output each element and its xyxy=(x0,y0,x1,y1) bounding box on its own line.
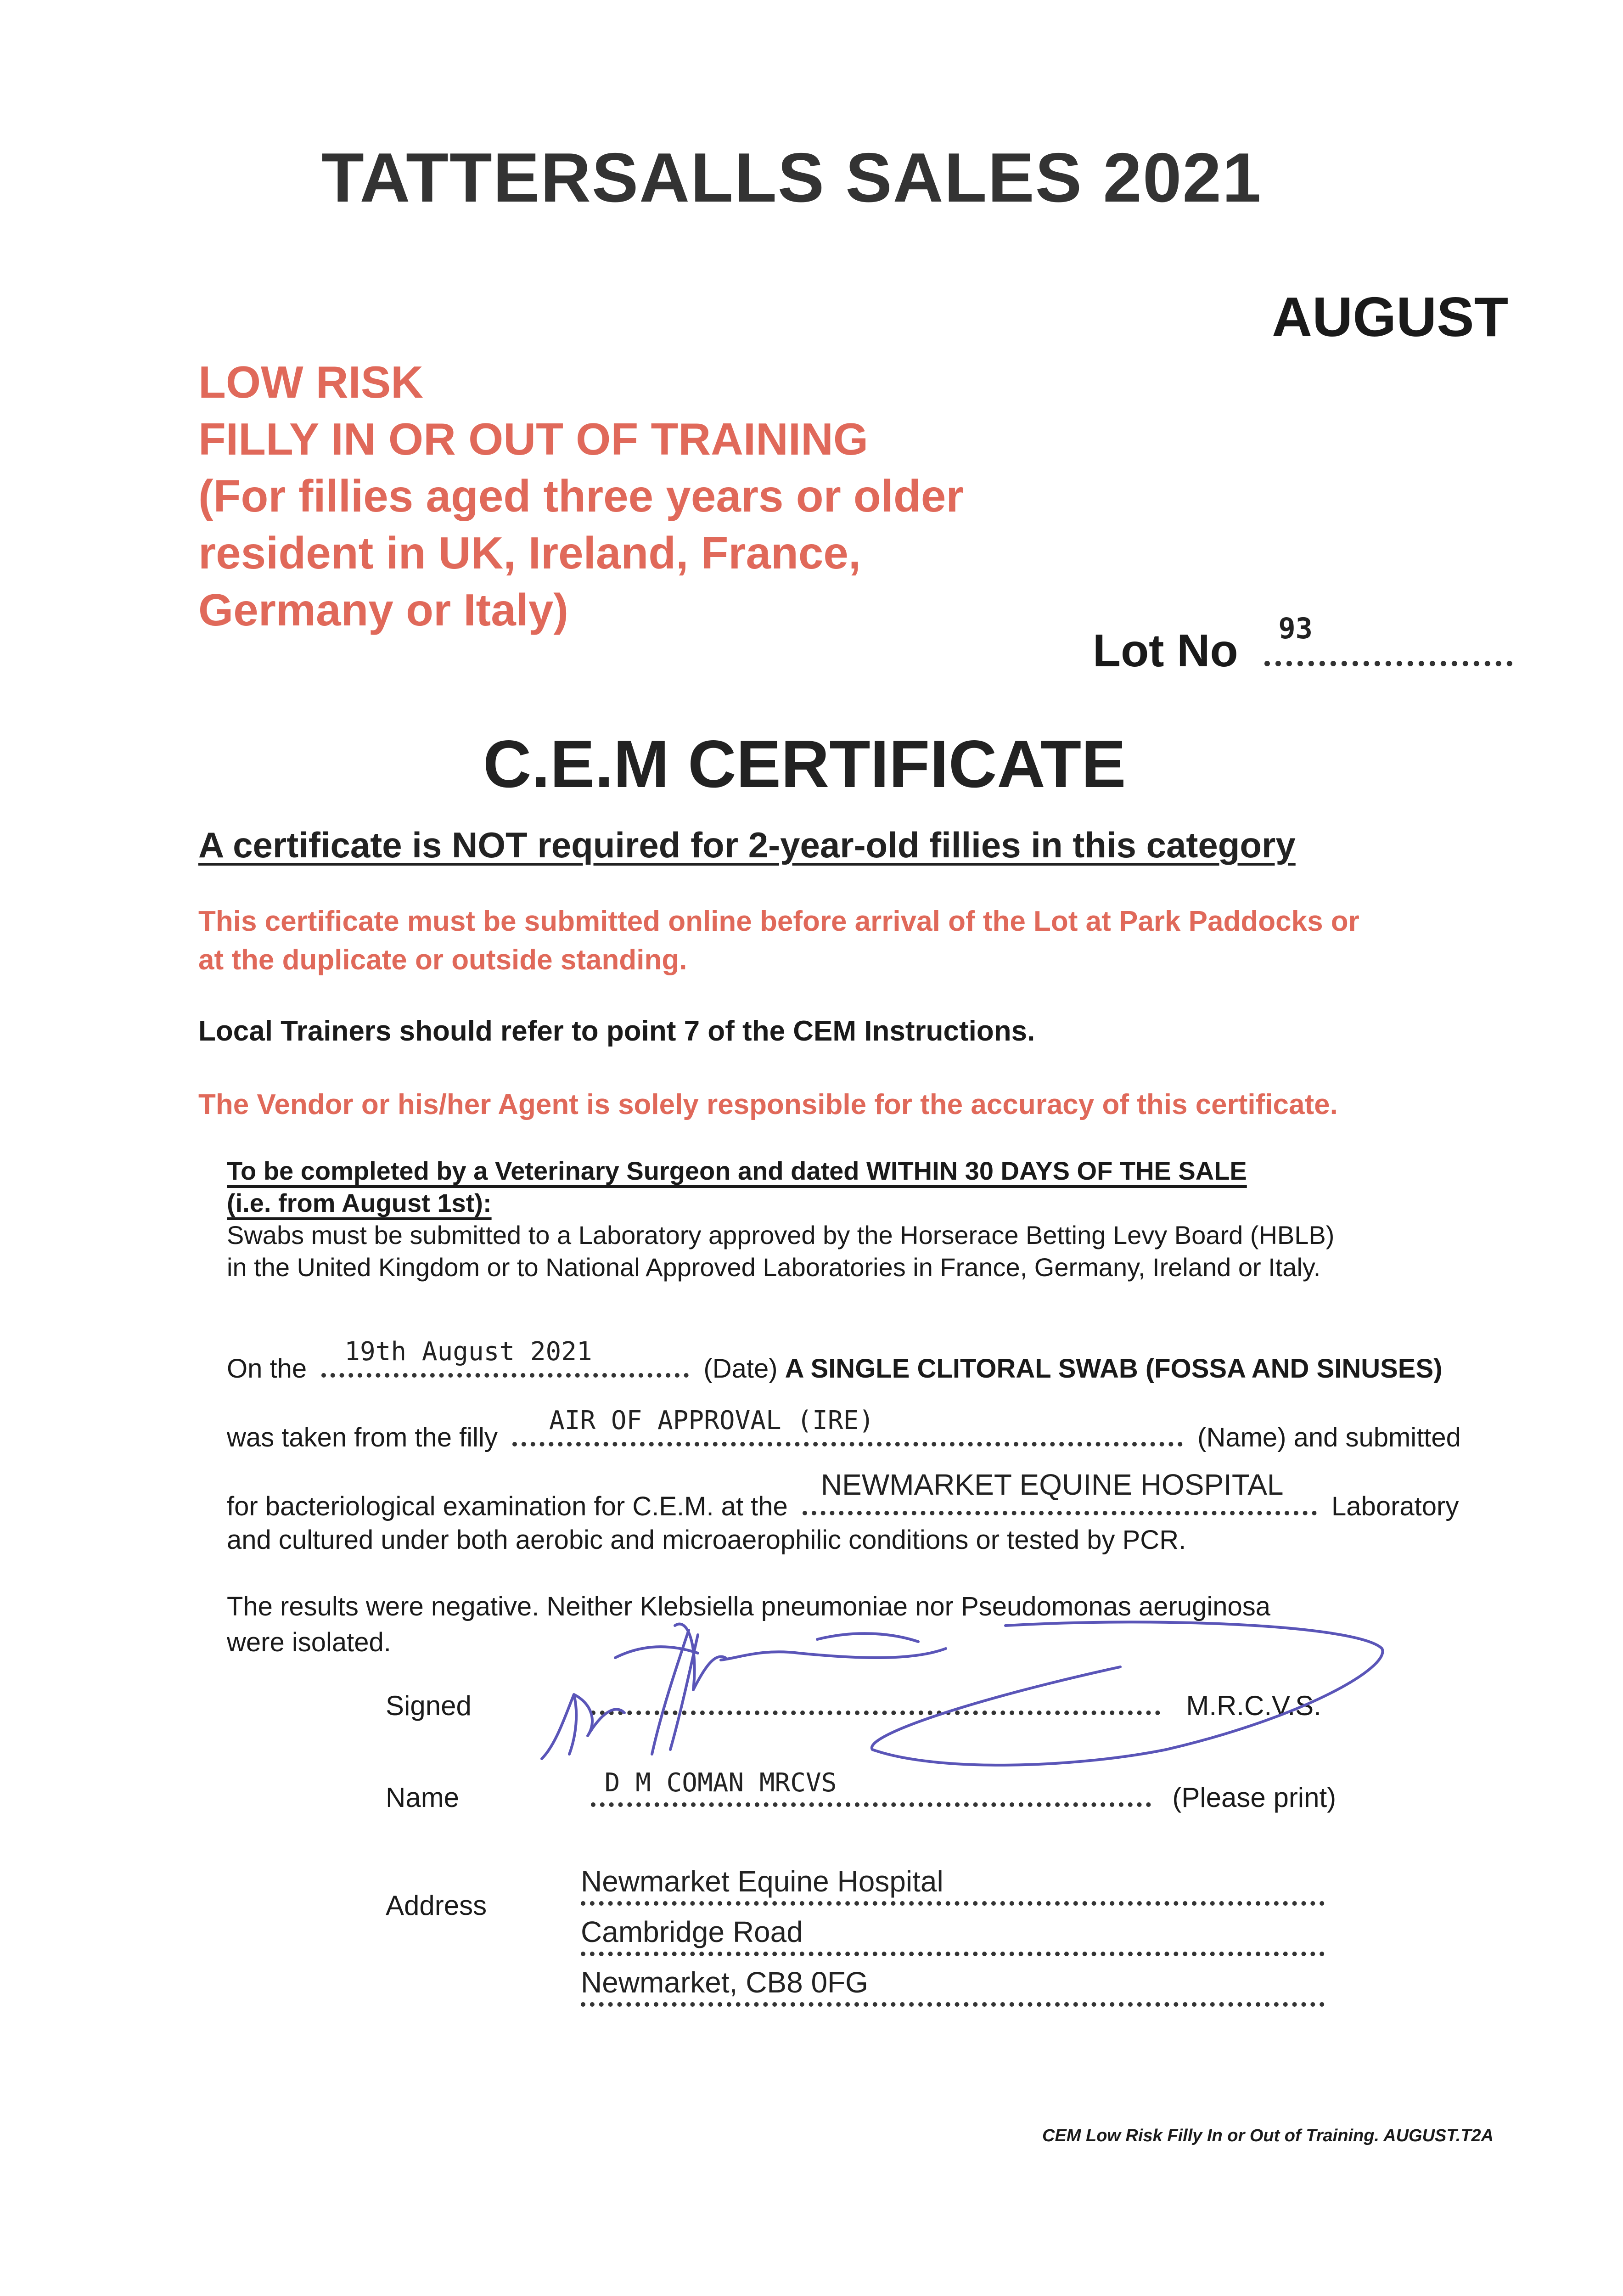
category-block xyxy=(198,354,964,638)
printed-name-field xyxy=(591,1768,1151,1807)
address-block xyxy=(581,1865,1325,2007)
date-field xyxy=(321,1337,689,1378)
laboratory-value: NEWMARKET EQUINE HOSPITAL xyxy=(820,1468,1284,1501)
date-suffix: (Date) xyxy=(703,1354,778,1384)
filly-name-field xyxy=(512,1406,1183,1446)
printed-name-row xyxy=(386,1768,1337,1813)
submission-note-line: at the duplicate or outside standing. xyxy=(198,944,687,976)
exam-label: for bacteriological examination for C.E.M. at the xyxy=(227,1491,788,1521)
swab-type: A SINGLE CLITORAL SWAB (FOSSA AND SINUSES) xyxy=(785,1354,1443,1384)
results-line: were isolated. xyxy=(227,1627,391,1657)
vet-heading-dates: (i.e. from August 1st): xyxy=(227,1188,492,1217)
swab-instructions: Swabs must be submitted to a Laboratory approved by the Horserace Betting Levy Board (HBLB) xyxy=(227,1221,1335,1249)
name-suffix: (Name) and submitted xyxy=(1197,1423,1461,1452)
form-reference: CEM Low Risk Filly In or Out of Training. AUGUST.T2A xyxy=(1042,2126,1494,2145)
submission-note-line: This certificate must be submitted online before arrival of the Lot at Park Paddocks or xyxy=(198,906,1359,937)
sale-month: AUGUST xyxy=(1272,286,1509,348)
on-the-label: On the xyxy=(227,1354,307,1384)
results-line: The results were negative. Neither Klebsiella pneumoniae nor Pseudomonas aeruginosa xyxy=(227,1592,1271,1621)
taken-from-label: was taken from the filly xyxy=(227,1423,498,1452)
swab-instructions: in the United Kingdom or to National Approved Laboratories in France, Germany, Ireland or Italy. xyxy=(227,1253,1321,1282)
signed-label: Signed xyxy=(386,1690,472,1721)
address-label: Address xyxy=(386,1890,487,1921)
category-line: resident in UK, Ireland, France, xyxy=(198,528,861,578)
signature-scribble xyxy=(523,1598,1396,1773)
laboratory-field xyxy=(803,1468,1317,1515)
vet-section xyxy=(227,1155,1512,1283)
printed-name-value: D M COMAN MRCVS xyxy=(604,1768,837,1798)
submission-note xyxy=(198,902,1359,979)
lot-number-label: Lot No xyxy=(1093,625,1238,676)
filly-name-value: AIR OF APPROVAL (IRE) xyxy=(549,1406,875,1435)
category-line: (For fillies aged three years or older xyxy=(198,471,964,521)
date-value: 19th August 2021 xyxy=(344,1337,592,1367)
date-row xyxy=(227,1337,1443,1384)
laboratory-row xyxy=(227,1468,1459,1522)
address-line-text: Newmarket Equine Hospital xyxy=(581,1865,943,1898)
culture-text: and cultured under both aerobic and microaerophilic conditions or tested by PCR. xyxy=(227,1525,1186,1555)
name-label: Name xyxy=(386,1782,460,1813)
responsibility-note: The Vendor or his/her Agent is solely responsible for the accuracy of this certificate. xyxy=(198,1089,1338,1120)
lot-number-value: 93 xyxy=(1278,612,1313,645)
document-title: TATTERSALLS SALES 2021 xyxy=(321,139,1262,217)
address-line xyxy=(581,1915,1325,1956)
address-line xyxy=(581,1966,1325,2007)
certificate-title: C.E.M CERTIFICATE xyxy=(483,726,1126,801)
local-trainers-note: Local Trainers should refer to point 7 of the CEM Instructions. xyxy=(198,1015,1035,1047)
category-line: LOW RISK xyxy=(198,357,423,407)
mrcvs-suffix: M.R.C.V.S. xyxy=(1186,1690,1321,1721)
address-line-text: Newmarket, CB8 0FG xyxy=(581,1966,868,1999)
category-line: Germany or Italy) xyxy=(198,585,569,635)
lot-number-field xyxy=(1264,612,1512,666)
lot-number-row xyxy=(1093,612,1512,677)
address-line xyxy=(581,1865,1325,1906)
filly-row xyxy=(227,1406,1461,1453)
address-line-text: Cambridge Road xyxy=(581,1915,803,1948)
category-line: FILLY IN OR OUT OF TRAINING xyxy=(198,414,869,464)
laboratory-suffix: Laboratory xyxy=(1331,1491,1459,1521)
not-required-note: A certificate is NOT required for 2-year-old fillies in this category xyxy=(198,825,1296,865)
please-print-suffix: (Please print) xyxy=(1172,1782,1337,1813)
vet-heading: To be completed by a Veterinary Surgeon and dated WITHIN 30 DAYS OF THE SALE xyxy=(227,1156,1247,1185)
